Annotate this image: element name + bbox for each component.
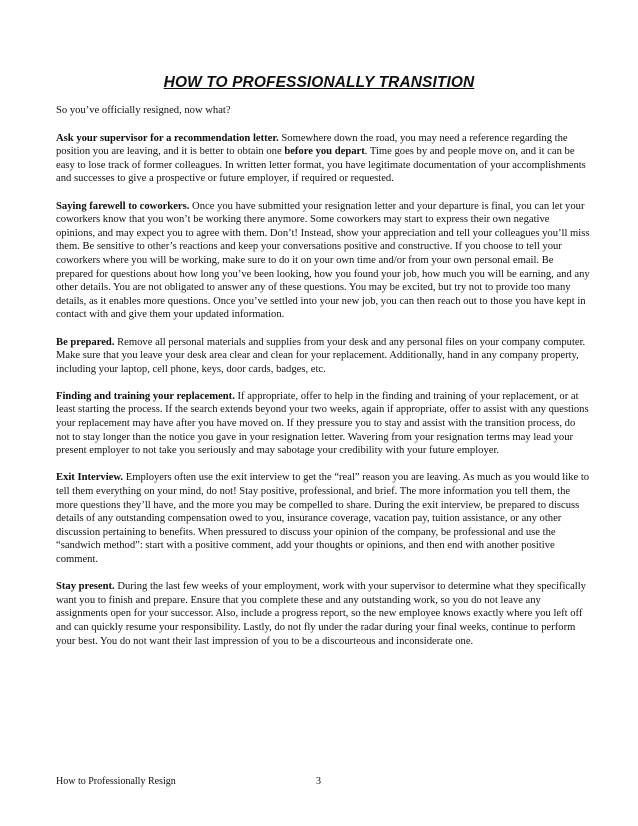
section-heading: Exit Interview. — [56, 472, 124, 484]
section-emphasis: before you depart — [284, 146, 365, 158]
section-text: . Time goes by and people move on, and it can be easy to lose track of former colleagues. In written letter format, you have legitimate documentation of your accomplishments and successes to give a prospective or future employer, if required or requested. — [56, 146, 586, 185]
section-heading: Saying farewell to coworkers. — [56, 200, 190, 212]
section-text: Employers often use the exit interview to get the “real” reason you are leaving. As much as you would like to tell them everything on your mind, do not! Stay positive, professional, and brief. The more information you tell them, the more questions they’ll have, and the more you may be compelled to share. During the exit interview, be prepared to discuss details of any outstanding compensation owed to you, insurance coverage, vacation pay, tuition assistance, or any other discussion pertaining to benefits. When pressured to discuss your opinion of the company, be professional and use the “sandwich method”: start with a positive comment, add your thoughts or opinions, and then end with another positive comment. — [56, 472, 590, 565]
section-heading: Ask your supervisor for a recommendation letter. — [56, 132, 279, 144]
section-recommendation-letter — [56, 132, 590, 186]
section-text: If appropriate, offer to help in the finding and training of your replacement, or at least starting the process. If the search extends beyond your two weeks, again if appropriate, offer to assist with any questions your replacement may have after you have moved on. If they pressure you to stay and assist with the transition process, do not to stay longer than the notice you gave in your resignation letter. Wavering from your resignation terms may lead your present employer to not take you seriously and may sabotage your credibility with your future employer. — [56, 390, 589, 457]
section-heading: Be prepared. — [56, 336, 115, 348]
section-farewell — [56, 200, 590, 322]
page-title: HOW TO PROFESSIONALLY TRANSITION — [163, 74, 475, 91]
section-stay-present — [56, 580, 590, 648]
section-text: Remove all personal materials and supplies from your desk and any personal files on your company computer. Make sure that you leave your desk area clear and clean for your replacement. Additionally, hand in any company property, including your laptop, cell phone, keys, door cards, badges, etc. — [56, 336, 586, 375]
section-heading: Stay present. — [56, 581, 115, 593]
intro-paragraph: So you’ve officially resigned, now what? — [56, 105, 231, 116]
footer-document-name: How to Professionally Resign — [56, 776, 176, 787]
section-exit-interview — [56, 471, 590, 566]
section-replacement — [56, 390, 590, 458]
section-be-prepared — [56, 336, 590, 377]
document-body — [56, 104, 590, 662]
section-text: Once you have submitted your resignation letter and your departure is final, you can let your coworkers know that you won’t be working there anymore. Some coworkers may start to express their own negative opinions, and may expect you to agree with them. Don’t! Instead, show your appreciation and tell your colleagues you’ll miss them. Be sensitive to other’s reactions and keep your conversations positive and constructive. If you choose to tell your coworkers where you will be working, make sure to do it on your own time and/or from your own personal email. Be prepared for questions about how long you’ve been looking, how you found your job, how much you will be earning, and any other details. You are not obligated to answer any of these questions. You may be excited, but try not to provide too many details, as it enables more questions. Once you’ve settled into your new job, you can then reach out to those you have kept in contact with and give them your updated information. — [56, 200, 590, 321]
section-text: During the last few weeks of your employment, work with your supervisor to determine what they specifically want you to finish and prepare. Ensure that you complete these and any outstanding work, so you do not leave any assignments open for your successor. Also, include a progress report, so the new employee knows exactly where you left off and can quickly resume your responsibility. Lastly, do not fly under the radar during your final weeks, continue to perform your best. You do not want their last impression of you to be a discourteous and inconsiderate one. — [56, 581, 586, 647]
section-heading: Finding and training your replacement. — [56, 390, 235, 402]
footer-page-number: 3 — [316, 776, 321, 787]
section-text: Somewhere down the road, you may need a reference regarding the position you are leaving, and it is better to obtain one — [56, 132, 568, 158]
